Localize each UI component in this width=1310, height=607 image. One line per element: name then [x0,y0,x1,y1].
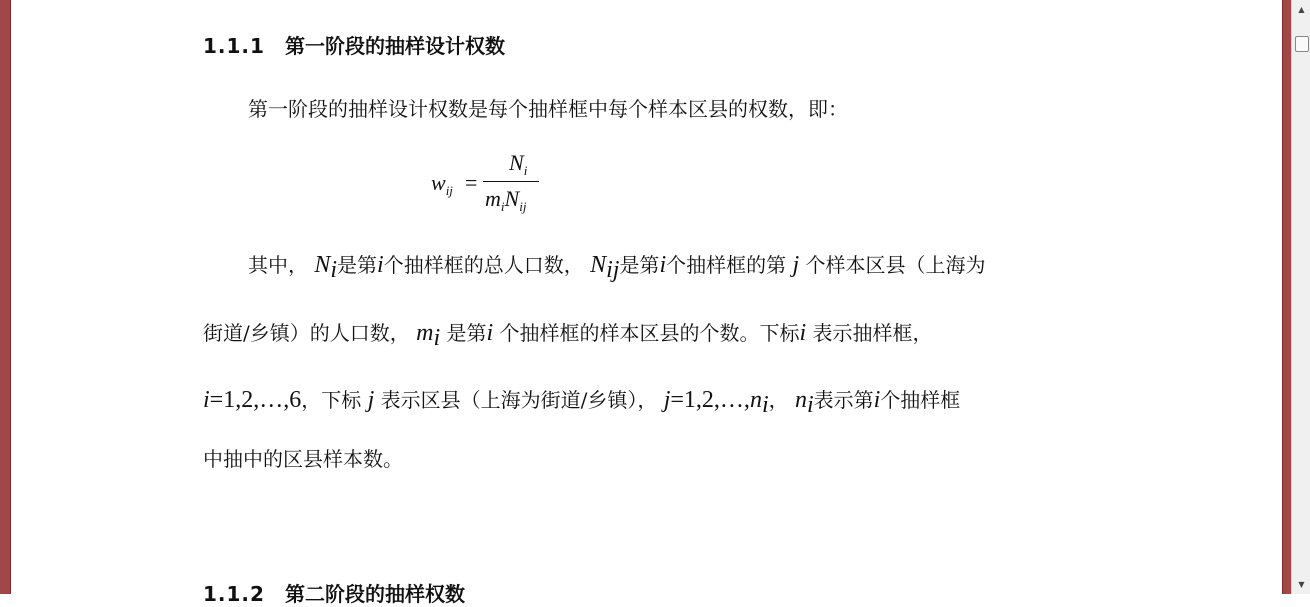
explanation-line-1: 其中， $N_i$是第i个抽样框的总人口数， $N_{ij}$是第i个抽样框的第 j 个样本区县（上海为 [248,252,986,283]
section-number: 1.1.1 [203,34,265,58]
section-title: 第二阶段的抽样权数 [285,582,465,606]
fraction-bar [483,181,539,182]
right-page-border [1282,0,1291,594]
explanation-line-3: i=1,2,…,6，下标 j 表示区县（上海为街道/乡镇）， $j=1,2,\dots,n_i$， $n_i$表示第i个抽样框 [203,387,961,418]
formula-equals: = [465,170,478,195]
document-page [11,0,1281,606]
explanation-line-4: 中抽中的区县样本数。 [203,447,403,471]
left-page-border [0,0,11,594]
explanation-line-2: 街道/乡镇）的人口数， $m_i$ 是第i 个抽样框的样本区县的个数。下标i 表示抽样框， [203,320,933,351]
scroll-up-arrow-icon[interactable]: ▲ [1298,5,1305,14]
scroll-down-arrow-icon[interactable]: ▼ [1298,580,1305,589]
section-heading-1-1-1 [203,30,505,59]
formula-denominator: $m_iN_{ij}$ [485,186,527,214]
formula-lhs: $w_{ij}$ [431,170,453,198]
section-title: 第一阶段的抽样设计权数 [285,34,505,58]
scroll-thumb[interactable] [1295,36,1309,52]
intro-paragraph: 第一阶段的抽样设计权数是每个抽样框中每个样本区县的权数，即： [248,97,848,121]
formula-numerator: $N_i$ [509,150,528,178]
section-heading-1-1-2 [203,578,465,607]
section-number: 1.1.2 [203,582,265,606]
vertical-scrollbar[interactable] [1291,0,1310,594]
